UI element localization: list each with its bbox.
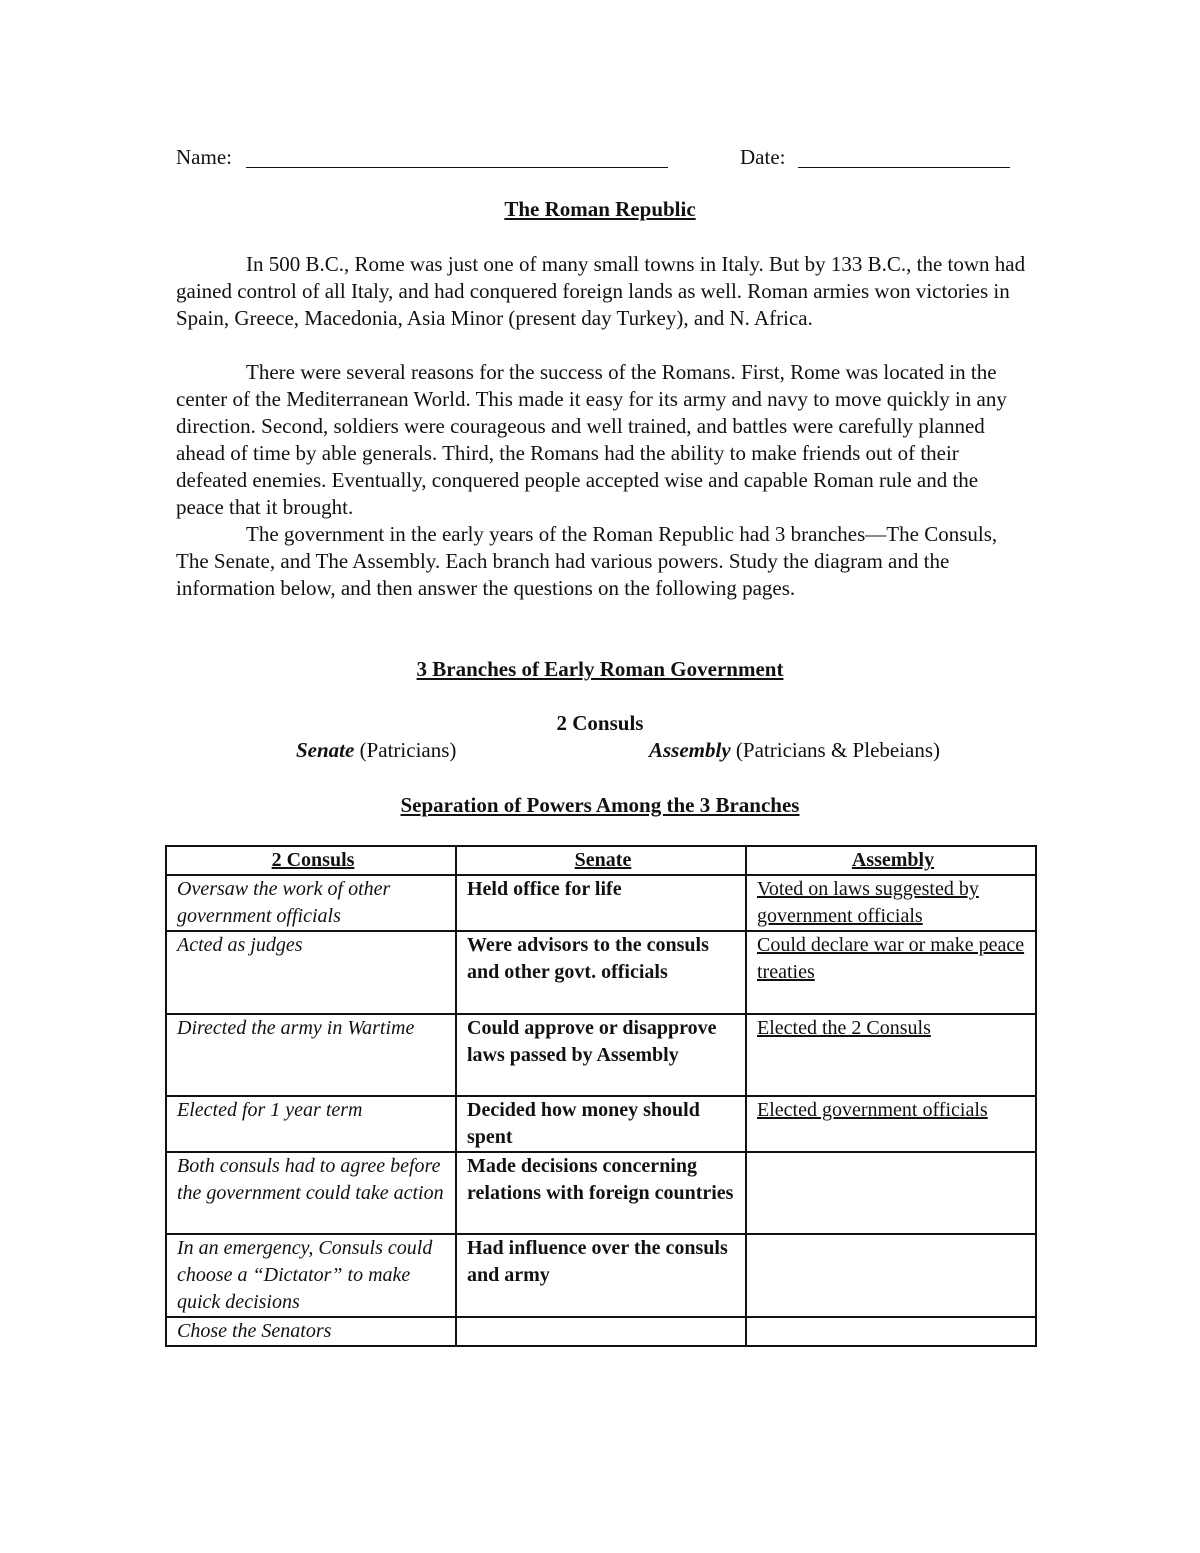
senate-power: Were advisors to the consuls and other govt. officials	[456, 931, 746, 1014]
page-title: The Roman Republic	[504, 197, 696, 221]
name-blank	[246, 167, 668, 168]
consul-power: Directed the army in Wartime	[166, 1014, 456, 1096]
table-row	[166, 1014, 1036, 1096]
table-row	[166, 931, 1036, 1014]
assembly-power	[746, 1317, 1036, 1346]
intro-paragraph-3: The government in the early years of the Roman Republic had 3 branches—The Consuls, The Senate, and The Assembly. Each branch had various powers. Study the diagram and the information below, and then answer the questions on the following pages.	[176, 522, 998, 600]
senate-power: Made decisions concerning relations with foreign countries	[456, 1152, 746, 1234]
separation-heading: Separation of Powers Among the 3 Branches	[400, 793, 800, 817]
table-row	[166, 1234, 1036, 1317]
header-consuls: 2 Consuls	[166, 846, 456, 875]
assembly-power: Elected government officials	[746, 1096, 1036, 1152]
senate-power: Had influence over the consuls and army	[456, 1234, 746, 1317]
header-senate: Senate	[456, 846, 746, 875]
senate-power: Could approve or disapprove laws passed by Assembly	[456, 1014, 746, 1096]
table-header-row	[166, 846, 1036, 875]
consul-power: Chose the Senators	[166, 1317, 456, 1346]
consul-power: Both consuls had to agree before the government could take action	[166, 1152, 456, 1234]
table-row	[166, 1317, 1036, 1346]
diagram-consuls: 2 Consuls	[556, 711, 644, 735]
intro-paragraph-2: There were several reasons for the success of the Romans. First, Rome was located in the center of the Mediterranean World. This made it easy for its army and navy to move quickly in any direction. Second, soldiers were courageous and well trained, and battles were carefully planned ahead of time by able generals. Third, the Romans had the ability to make friends out of their defeated enemies. Eventually, conquered people accepted wise and capable Roman rule and the peace that it brought.	[176, 360, 1007, 519]
branches-heading: 3 Branches of Early Roman Government	[416, 657, 784, 681]
senate-power: Decided how money should spent	[456, 1096, 746, 1152]
consul-power: Acted as judges	[166, 931, 456, 1014]
consul-power: In an emergency, Consuls could choose a “Dictator” to make quick decisions	[166, 1234, 456, 1317]
assembly-power	[746, 1152, 1036, 1234]
powers-table	[165, 845, 1037, 1347]
senate-power	[456, 1317, 746, 1346]
table-row	[166, 1096, 1036, 1152]
assembly-power: Elected the 2 Consuls	[746, 1014, 1036, 1096]
consul-power: Elected for 1 year term	[166, 1096, 456, 1152]
header-assembly: Assembly	[746, 846, 1036, 875]
consul-power: Oversaw the work of other government officials	[166, 875, 456, 931]
date-blank	[798, 167, 1010, 168]
diagram-senate: Senate (Patricians)	[296, 738, 457, 762]
intro-paragraph-1: In 500 B.C., Rome was just one of many small towns in Italy. But by 133 B.C., the town had gained control of all Italy, and had conquered foreign lands as well. Roman armies won victories in Spain, Greece, Macedonia, Asia Minor (present day Turkey), and N. Africa.	[176, 252, 1026, 330]
name-date-line	[176, 143, 1016, 173]
table-row	[166, 875, 1036, 931]
assembly-power	[746, 1234, 1036, 1317]
assembly-power: Voted on laws suggested by government officials	[746, 875, 1036, 931]
senate-power: Held office for life	[456, 875, 746, 931]
date-label: Date:	[740, 145, 786, 169]
table-row	[166, 1152, 1036, 1234]
diagram-branches	[0, 738, 1200, 766]
assembly-power: Could declare war or make peace treaties	[746, 931, 1036, 1014]
diagram-assembly: Assembly (Patricians & Plebeians)	[649, 738, 941, 762]
name-label: Name:	[176, 145, 232, 169]
